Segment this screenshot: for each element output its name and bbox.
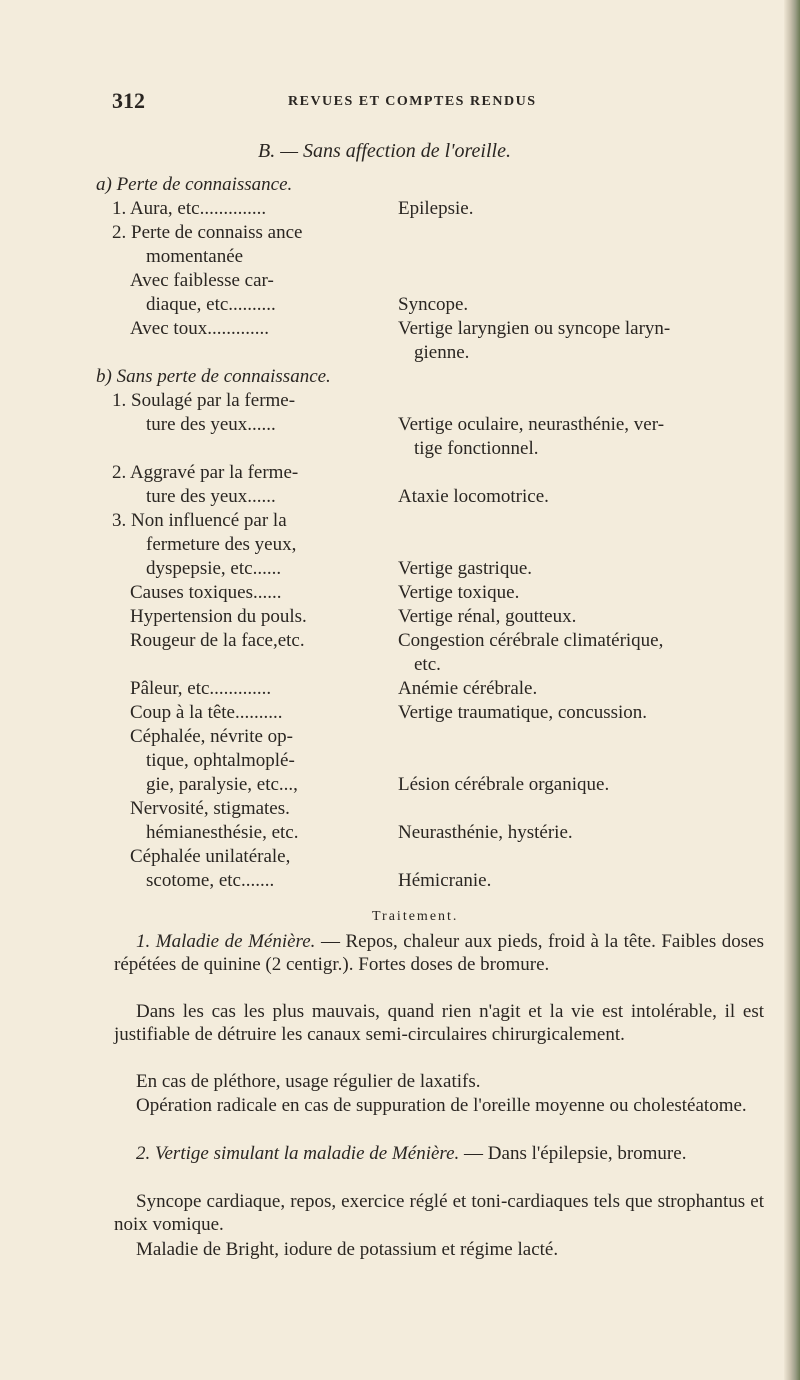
treatment-text: — Dans l'épilepsie, bromure. xyxy=(459,1143,687,1164)
page-header xyxy=(112,88,740,118)
list-item: Coup à la tête.......... xyxy=(130,702,283,723)
treatment-label: 2. Vertige simulant la maladie de Ménière. xyxy=(136,1143,460,1164)
treatment-label: 1. Maladie de Ménière. xyxy=(136,931,316,952)
treatment-text: — Repos, chaleur aux pieds, froid à la tête. Faibles doses répétées de quinine (2 centigr.). Fortes doses de bromure. xyxy=(114,931,764,975)
list-item: Hypertension du pouls. xyxy=(130,606,307,627)
diagnosis: Vertige traumatique, concussion. xyxy=(398,702,648,723)
diagnosis: Congestion cérébrale climatérique, xyxy=(398,630,664,651)
page-number: 312 xyxy=(112,88,145,113)
treatment-paragraph-7 xyxy=(114,1238,764,1261)
diagnosis: Vertige rénal, goutteux. xyxy=(398,606,577,627)
treatment-text: Syncope cardiaque, repos, exercice réglé et toni-cardiaques tels que strophantus et noix vomique. xyxy=(114,1191,764,1235)
list-item: Pâleur, etc............. xyxy=(130,678,272,699)
diagnosis: Vertige laryngien ou syncope laryn- xyxy=(398,318,671,339)
list-item: 2. Aggravé par la ferme- xyxy=(112,462,299,483)
diagnosis: Vertige toxique. xyxy=(398,582,520,603)
list-item: fermeture des yeux, xyxy=(146,534,297,555)
diagnosis: Vertige gastrique. xyxy=(398,558,533,579)
diagnosis: Hémicranie. xyxy=(398,870,492,891)
list-item: tique, ophtalmoplé- xyxy=(146,750,295,771)
list-item: Avec faiblesse car- xyxy=(130,270,274,291)
list-item: 1. Soulagé par la ferme- xyxy=(112,390,296,411)
treatment-heading: Traitement. xyxy=(372,909,459,924)
list-item: Avec toux............. xyxy=(130,318,269,339)
section-title: B. — Sans affection de l'oreille. xyxy=(258,140,511,162)
list-item: Céphalée, névrite op- xyxy=(130,726,294,747)
list-item: Céphalée unilatérale, xyxy=(130,846,291,867)
treatment-paragraph-2 xyxy=(114,1000,764,1046)
part-a-heading-text: a) Perte de connaissance. xyxy=(96,174,293,195)
list-item: ture des yeux...... xyxy=(146,486,276,507)
part-b-heading: b) Sans perte de connaissance. xyxy=(96,366,331,387)
treatment-paragraph-3 xyxy=(114,1070,764,1093)
treatment-text: Maladie de Bright, iodure de potassium et régime lacté. xyxy=(136,1239,559,1260)
treatment-paragraph-6 xyxy=(114,1190,764,1236)
diagnosis: tige fonctionnel. xyxy=(414,438,539,459)
part-a-heading xyxy=(96,174,292,196)
list-item: dyspepsie, etc...... xyxy=(146,558,282,579)
list-item: scotome, etc....... xyxy=(146,870,275,891)
diagnosis: gienne. xyxy=(414,342,470,363)
diagnosis: Epilepsie. xyxy=(398,198,474,219)
diagnosis: Syncope. xyxy=(398,294,469,315)
list-item: momentanée xyxy=(146,246,244,267)
list-item: 2. Perte de connaiss ance xyxy=(112,222,303,243)
list-item: 3. Non influencé par la xyxy=(112,510,287,531)
list-item: Causes toxiques...... xyxy=(130,582,282,603)
treatment-text: Dans les cas les plus mauvais, quand rien n'agit et la vie est intolérable, il est justifiable de détruire les canaux semi-circulaires chirurgicalement. xyxy=(114,1001,764,1045)
treatment-paragraph-5 xyxy=(114,1142,764,1165)
list-item: ture des yeux...... xyxy=(146,414,276,435)
treatment-paragraph-1 xyxy=(114,930,764,976)
list-item: Nervosité, stigmates. xyxy=(130,798,290,819)
list-item: diaque, etc.......... xyxy=(146,294,276,315)
page-edge-shadow xyxy=(784,0,800,1380)
diagnosis: etc. xyxy=(414,654,441,675)
treatment-text: Opération radicale en cas de suppuration de l'oreille moyenne ou cholestéatome. xyxy=(136,1095,747,1116)
list-item: gie, paralysie, etc..., xyxy=(146,774,298,795)
diagnosis: Neurasthénie, hystérie. xyxy=(398,822,573,843)
diagnosis: Anémie cérébrale. xyxy=(398,678,538,699)
list-item: hémianesthésie, etc. xyxy=(146,822,299,843)
treatment-text: En cas de pléthore, usage régulier de laxatifs. xyxy=(136,1071,481,1092)
running-title: REVUES ET COMPTES RENDUS xyxy=(288,94,537,109)
treatment-paragraph-4 xyxy=(114,1094,764,1117)
list-item: 1. Aura, etc.............. xyxy=(112,198,267,219)
diagnosis: Vertige oculaire, neurasthénie, ver- xyxy=(398,414,665,435)
diagnosis: Ataxie locomotrice. xyxy=(398,486,549,507)
list-item: Rougeur de la face,etc. xyxy=(130,630,305,651)
diagnosis: Lésion cérébrale organique. xyxy=(398,774,610,795)
